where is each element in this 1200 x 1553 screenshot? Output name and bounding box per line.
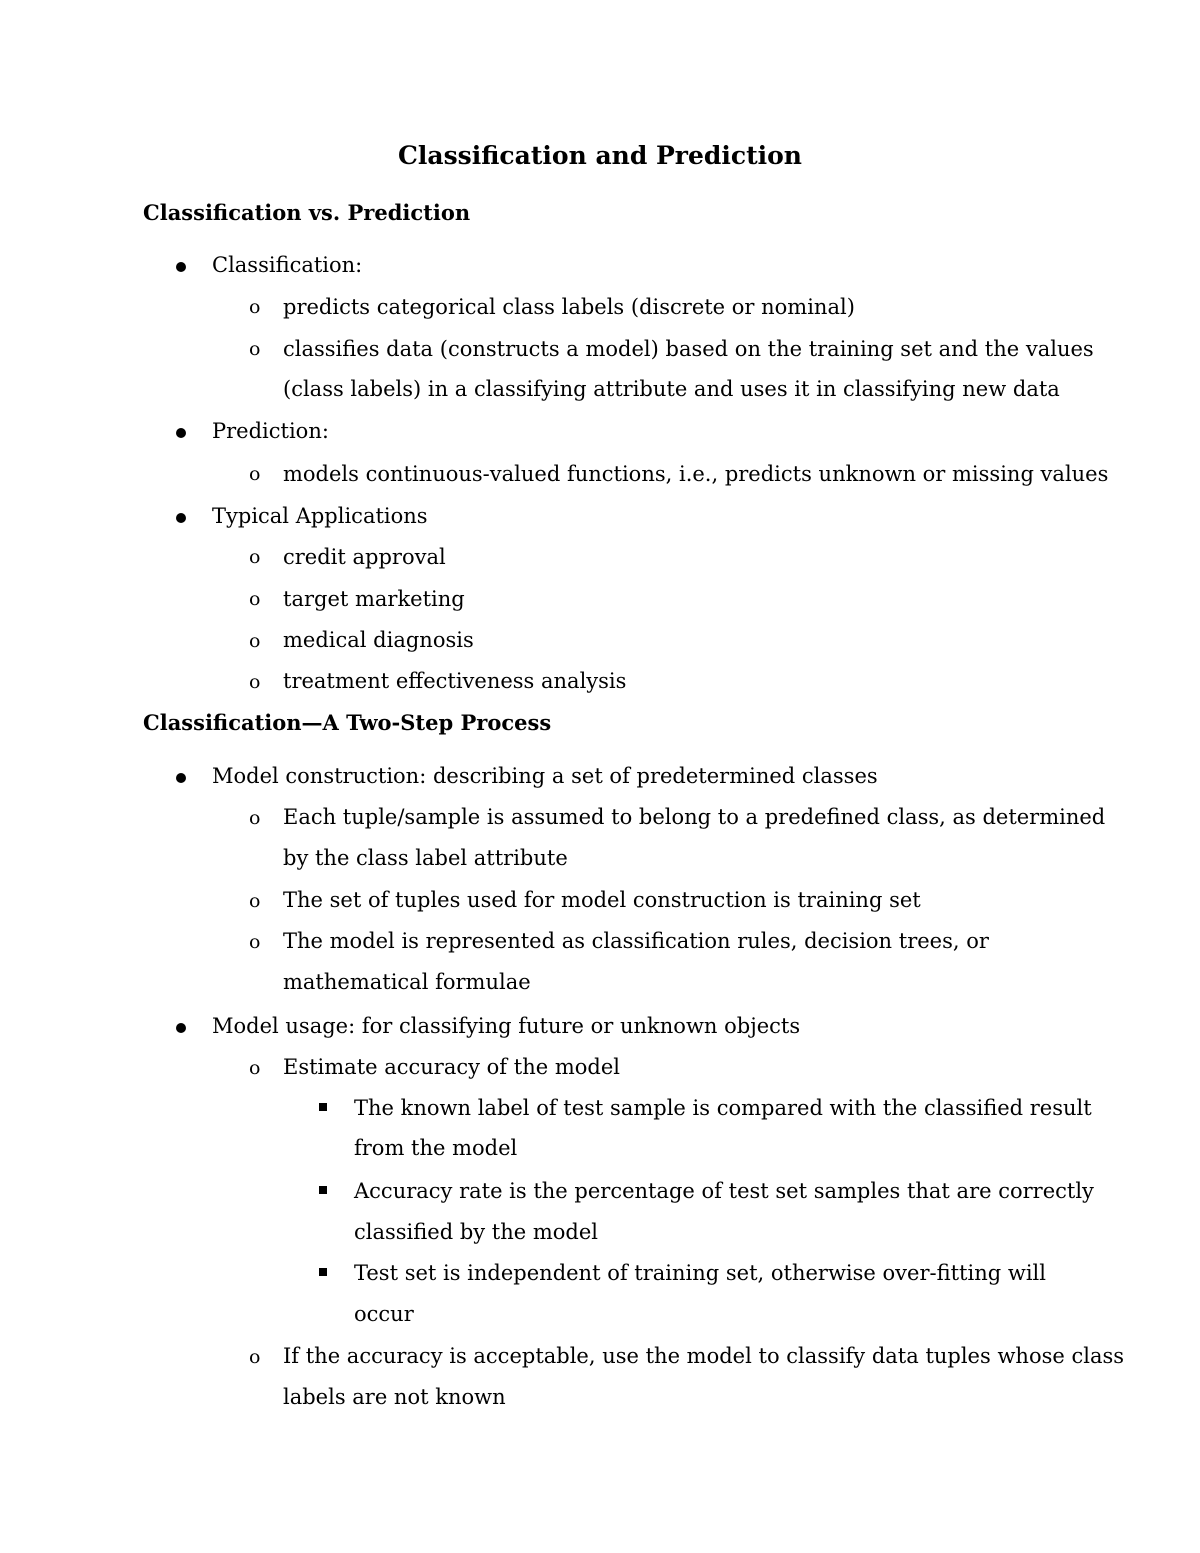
bullet-icon <box>176 428 186 438</box>
sub-sub-item-text-continued: occur <box>354 1302 414 1326</box>
circle-bullet-icon: o <box>249 671 261 693</box>
square-bullet-icon <box>319 1186 327 1194</box>
sub-sub-item-text-continued: from the model <box>354 1136 518 1160</box>
sub-item-text-continued: labels are not known <box>283 1385 506 1409</box>
sub-item-text-continued: by the class label attribute <box>283 846 568 870</box>
circle-bullet-icon: o <box>249 296 261 318</box>
sub-sub-item-text: Test set is independent of training set, otherwise over-fitting will <box>354 1261 1046 1285</box>
sub-sub-item-text: Accuracy rate is the percentage of test set samples that are correctly <box>354 1179 1094 1203</box>
circle-bullet-icon: o <box>249 931 261 953</box>
sub-item-text: The set of tuples used for model construction is training set <box>283 888 921 912</box>
square-bullet-icon <box>319 1268 327 1276</box>
circle-bullet-icon: o <box>249 338 261 360</box>
circle-bullet-icon: o <box>249 588 261 610</box>
list-item-classification: Classification: <box>212 253 363 277</box>
bullet-icon <box>176 1023 186 1033</box>
section-heading-classification-vs-prediction: Classification vs. Prediction <box>143 200 471 225</box>
sub-item-text: credit approval <box>283 545 446 569</box>
list-item-model-construction: Model construction: describing a set of predetermined classes <box>212 764 878 788</box>
sub-item-text: medical diagnosis <box>283 628 474 652</box>
page-title: Classification and Prediction <box>398 141 802 170</box>
sub-item-text-continued: (class labels) in a classifying attribute and uses it in classifying new data <box>283 377 1060 401</box>
sub-item-text: models continuous-valued functions, i.e., predicts unknown or missing values <box>283 462 1109 486</box>
sub-item-text: If the accuracy is acceptable, use the model to classify data tuples whose class <box>283 1344 1125 1368</box>
sub-item-text: Each tuple/sample is assumed to belong to a predefined class, as determined <box>283 805 1106 829</box>
circle-bullet-icon: o <box>249 463 261 485</box>
sub-item-text: The model is represented as classification rules, decision trees, or <box>283 929 989 953</box>
sub-sub-item-text-continued: classified by the model <box>354 1220 599 1244</box>
sub-item-text: target marketing <box>283 587 465 611</box>
circle-bullet-icon: o <box>249 630 261 652</box>
circle-bullet-icon: o <box>249 807 261 829</box>
sub-sub-item-text: The known label of test sample is compared with the classified result <box>354 1096 1092 1120</box>
bullet-icon <box>176 773 186 783</box>
sub-item-text-continued: mathematical formulae <box>283 970 531 994</box>
circle-bullet-icon: o <box>249 890 261 912</box>
sub-item-text: predicts categorical class labels (discrete or nominal) <box>283 295 855 319</box>
circle-bullet-icon: o <box>249 1346 261 1368</box>
list-item-model-usage: Model usage: for classifying future or unknown objects <box>212 1014 801 1038</box>
square-bullet-icon <box>319 1103 327 1111</box>
bullet-icon <box>176 513 186 523</box>
sub-item-text: Estimate accuracy of the model <box>283 1055 620 1079</box>
list-item-typical-applications: Typical Applications <box>212 504 428 528</box>
bullet-icon <box>176 262 186 272</box>
list-item-prediction: Prediction: <box>212 419 329 443</box>
circle-bullet-icon: o <box>249 546 261 568</box>
sub-item-text: classifies data (constructs a model) based on the training set and the values <box>283 337 1094 361</box>
circle-bullet-icon: o <box>249 1057 261 1079</box>
sub-item-text: treatment effectiveness analysis <box>283 669 627 693</box>
section-heading-two-step-process: Classification—A Two-Step Process <box>143 710 552 735</box>
